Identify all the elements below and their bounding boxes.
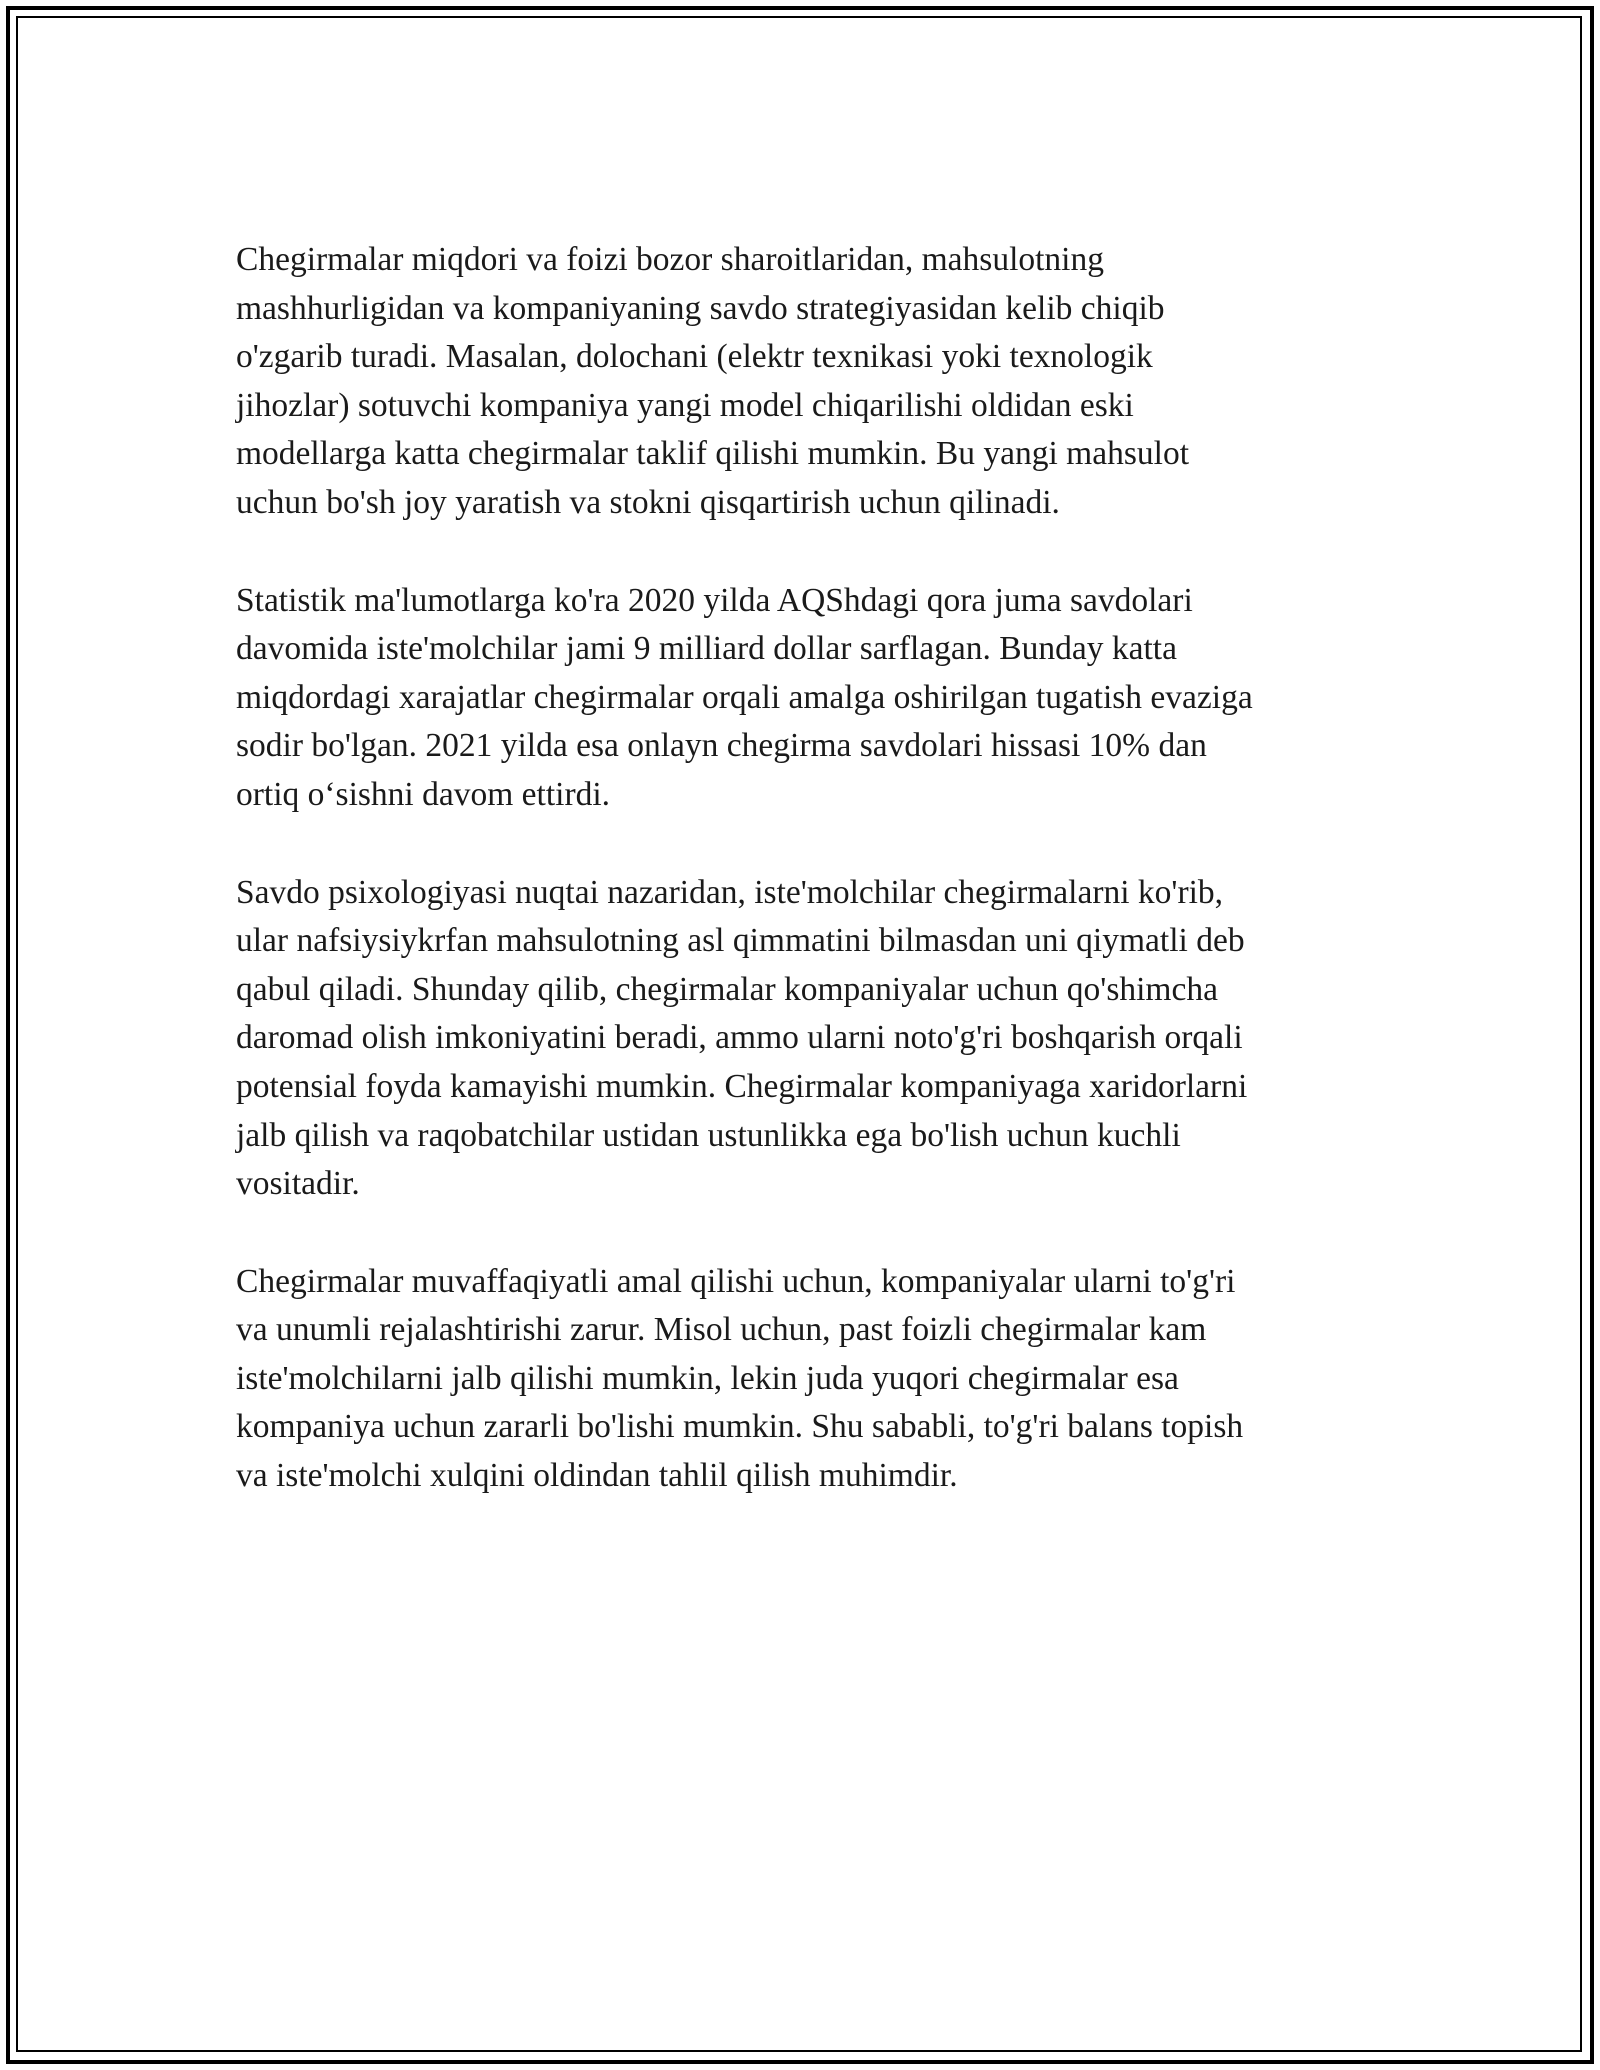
paragraph-discount-factors <box>236 236 1366 528</box>
text-line: jalb qilish va raqobatchilar ustidan ustunlikka ega bo'lish uchun kuchli <box>236 1116 1181 1154</box>
text-line: jihozlar) sotuvchi kompaniya yangi model chiqarilishi oldidan eski <box>236 386 1134 424</box>
text-line: Chegirmalar miqdori va foizi bozor sharoitlaridan, mahsulotning <box>236 241 1104 278</box>
text-line: davomida iste'molchilar jami 9 milliard dollar sarflagan. Bunday katta <box>236 630 1177 668</box>
text-line: vositadir. <box>236 1165 360 1203</box>
text-line: ortiq oʻsishni davom ettirdi. <box>236 775 611 813</box>
text-line: o'zgarib turadi. Masalan, dolochani (elektr texnikasi yoki texnologik <box>236 338 1153 376</box>
text-line: Chegirmalar muvaffaqiyatli amal qilishi uchun, kompaniyalar ularni to'g'ri <box>236 1262 1236 1300</box>
text-line: va unumli rejalashtirishi zarur. Misol uchun, past foizli chegirmalar kam <box>236 1311 1207 1349</box>
text-line: modellarga katta chegirmalar taklif qilishi mumkin. Bu yangi mahsulot <box>236 435 1189 473</box>
text-line: iste'molchilarni jalb qilishi mumkin, lekin juda yuqori chegirmalar esa <box>236 1359 1179 1397</box>
text-line: Savdo psixologiyasi nuqtai nazaridan, iste'molchilar chegirmalarni ko'rib, <box>236 873 1224 911</box>
text-line: qabul qiladi. Shunday qilib, chegirmalar kompaniyalar uchun qo'shimcha <box>236 970 1218 1008</box>
text-line: ular nafsiysiykrfan mahsulotning asl qimmatini bilmasdan uni qiymatli deb <box>236 922 1245 960</box>
text-line: uchun bo'sh joy yaratish va stokni qisqartirish uchun qilinadi. <box>236 483 1060 521</box>
text-line: kompaniya uchun zararli bo'lishi mumkin. Shu sababli, to'g'ri balans topish <box>236 1408 1244 1446</box>
text-line: miqdordagi xarajatlar chegirmalar orqali amalga oshirilgan tugatish evaziga <box>236 678 1253 716</box>
text-line: daromad olish imkoniyatini beradi, ammo ularni noto'g'ri boshqarish orqali <box>236 1019 1243 1057</box>
text-line: va iste'molchi xulqini oldindan tahlil qilish muhimdir. <box>236 1457 958 1495</box>
document-body <box>236 236 1366 1550</box>
text-line: Statistik ma'lumotlarga ko'ra 2020 yilda AQShdagi qora juma savdolari <box>236 581 1193 619</box>
paragraph-planning <box>236 1258 1366 1501</box>
paragraph-psychology <box>236 869 1366 1209</box>
text-line: sodir bo'lgan. 2021 yilda esa onlayn chegirma savdolari hissasi 10% dan <box>236 727 1207 765</box>
text-line: potensial foyda kamayishi mumkin. Chegirmalar kompaniyaga xaridorlarni <box>236 1067 1248 1105</box>
text-line: mashhurligidan va kompaniyaning savdo strategiyasidan kelib chiqib <box>236 289 1165 327</box>
paragraph-statistics <box>236 577 1366 820</box>
